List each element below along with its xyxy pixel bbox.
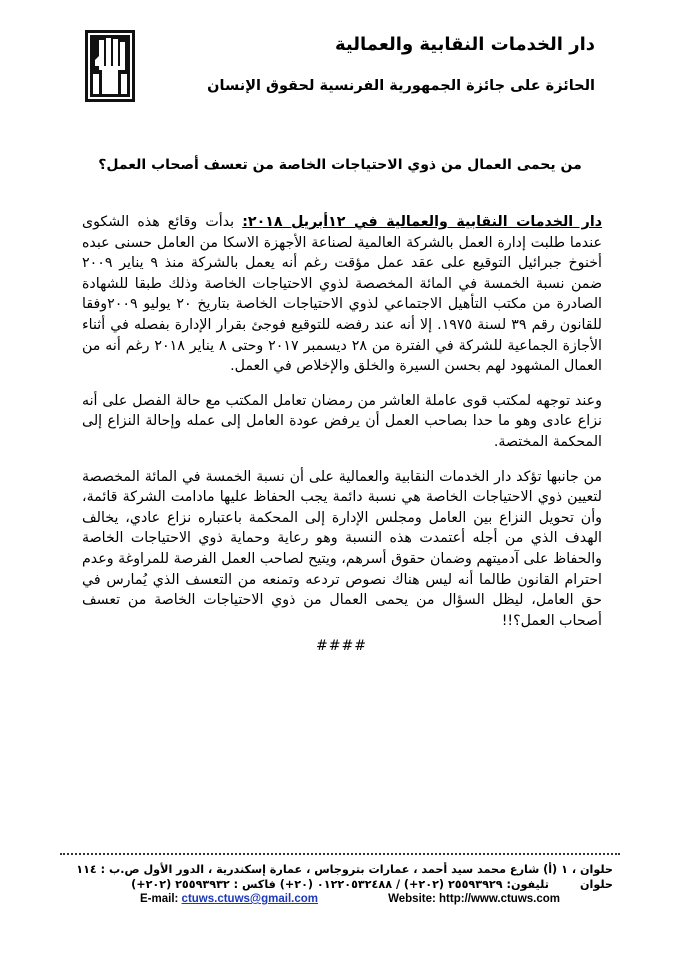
website-link[interactable]: http://www.ctuws.com xyxy=(439,893,560,905)
dateline: دار الخدمات النقابية والعمالية في ١٢أبريل ٢٠١٨: xyxy=(242,214,602,230)
footer-divider xyxy=(60,853,620,855)
website-block xyxy=(388,892,560,907)
paragraph-1 xyxy=(82,212,602,377)
paragraph-3: من جانبها تؤكد دار الخدمات النقابية والعمالية على أن نسبة الخمسة في المائة المخصصة لتعيين ذوي الاحتياجات الخاصة هي نسبة دائمة يجب الحفاظ عليها مادامت الشركة قائمة، وأن تحويل النزاع بين العامل ومجلس الإدارة إلى المحكمة باعتباره نزاع عادي، يخالف الهدف الذي من أجله أعتمدت هذه النسبة وهو رعاية وحماية ذوي الاحتياجات الخاصة والحفاظ على آدميتهم وضمان حقوق أسرهم، ويتيح لصاحب العمل الفرصة للمراوغة وعدم احترام القانون طالما أنه ليس هناك نصوص تردعه وتمنعه من التعسف الذي يُمارس في حق العامل، ليظل السؤال من يحمى العمال من ذوي الاحتياجات الخاصة من تعسف أصحاب العمل؟!! xyxy=(82,468,602,629)
organization-name: دار الخدمات النقابية والعمالية xyxy=(335,34,595,55)
email-label: E-mail: xyxy=(140,893,179,905)
document-title: من يحمى العمال من ذوي الاحتياجات الخاصة من تعسف أصحاب العمل؟ xyxy=(98,157,582,173)
email-block xyxy=(140,892,318,907)
footer-phone-fax: تليفون: ٢٥٥٩٣٩٢٩ (٢٠٢+) / ٠١٢٢٠٥٣٢٤٨٨ (٢٠+) فاكس : ٢٥٥٩٣٩٣٢ (٢٠٢+) xyxy=(131,878,549,891)
email-link[interactable]: ctuws.ctuws@gmail.com xyxy=(181,893,319,905)
organization-award-subtitle: الحائزة على جائزة الجمهورية الفرنسية لحقوق الإنسان xyxy=(207,78,595,94)
document-body xyxy=(82,212,602,645)
paragraph-2: وعند توجهه لمكتب قوى عاملة العاشر من رمضان تعامل المكتب مع حالة الفصل على أنه نزاع عادى وهو ما حدا بصاحب العمل أن يرفض عودة العامل إلى عمله وإحالة النزاع إلى المحكمة المختصة. xyxy=(82,392,602,450)
paragraph-1-text: بدأت وقائع هذه الشكوى عندما طلبت إدارة العمل بالشركة العالمية لصناعة الأجهزة الاسكا من العامل حسنى عبده أخنوخ جبرائيل التوقيع على عقد عمل مؤقت رغم أنه يعمل بالشركة منذ ٩ يناير ٢٠٠٩ ضمن نسبة الخمسة في المائة المخصصة لذوي الاحتياجات الخاصة وذلك طبقا للشهادة الصادرة من مكتب التأهيل الاجتماعي لذوي الاحتياجات الخاصة بتاريخ ٢٠ يوليو ٢٠٠٩وفقا للقانون رقم ٣٩ لسنة ١٩٧٥. إلا أنه عند رفضه للتوقيع فوجئ بقرار الإدارة بفصله في أثناء الأجازة الجماعية للشركة في الفترة من ٢٨ ديسمبر ٢٠١٧ وحتى ٨ يناير ٢٠١٨ رغم أنه من العمال المشهود لهم بحسن السيرة والخلق والإخلاص في العمل. xyxy=(82,214,603,375)
footer-web-contact xyxy=(140,892,560,907)
end-mark: #### xyxy=(316,638,367,654)
raised-fist-logo xyxy=(85,30,135,102)
footer-address: حلوان ، ١ (أ) شارع محمد سيد أحمد ، عمارات بتروجاس ، عمارة إسكندرية ، الدور الأول ص.ب : ١١٤ حلوان xyxy=(76,863,613,891)
website-label: Website: xyxy=(388,893,436,905)
raised-fist-icon xyxy=(85,30,135,102)
